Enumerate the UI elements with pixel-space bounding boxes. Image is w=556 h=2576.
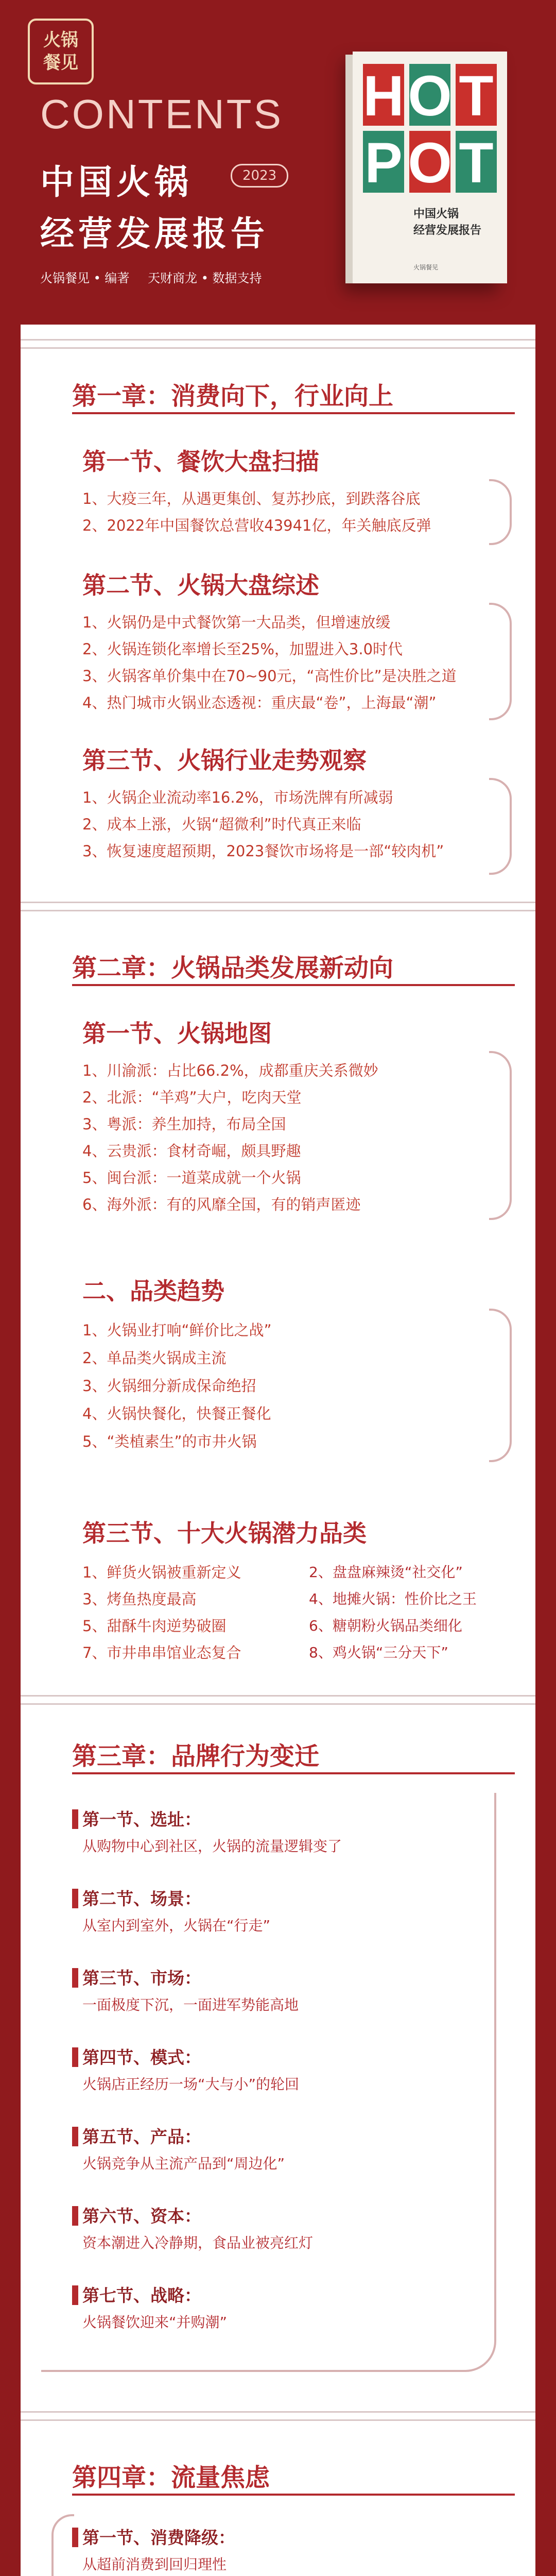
ch1-s2-item-4: 4、热门城市火锅业态透视：重庆最“卷”，上海最“潮” xyxy=(82,694,437,711)
divider xyxy=(21,2411,535,2413)
ch3-section-1-desc: 从购物中心到社区，火锅的流量逻辑变了 xyxy=(82,1838,342,1855)
ch1-s2-item-3: 3、火锅客单价集中在70~90元，“高性价比”是决胜之道 xyxy=(82,667,457,685)
table-of-contents-card xyxy=(21,325,535,2576)
ch3-section-5-title: 第五节、产品： xyxy=(82,2127,201,2147)
chapter-divider xyxy=(72,984,515,986)
ch3-section-4-title: 第四节、模式： xyxy=(82,2047,201,2067)
ch4-section-1-title: 第一节、消费降级： xyxy=(82,2528,235,2548)
book-letter-2: O xyxy=(408,64,452,128)
ch2-s3-right-3: 6、糖朝粉火锅品类细化 xyxy=(309,1617,462,1634)
decorative-bracket xyxy=(489,778,512,875)
chapter-3-title: 第三章：品牌行为变迁 xyxy=(72,1742,320,1771)
chapter-2-title: 第二章：火锅品类发展新动向 xyxy=(72,954,394,982)
ch1-section-1-title: 第一节、餐饮大盘扫描 xyxy=(82,448,319,476)
book-title xyxy=(413,206,481,239)
contents-heading: CONTENTS xyxy=(40,91,283,137)
divider xyxy=(21,902,535,903)
ch3-section-3-title: 第三节、市场： xyxy=(82,1968,201,1988)
section-marker xyxy=(72,1968,78,1988)
ch2-s3-right-4: 8、鸡火锅“三分天下” xyxy=(309,1644,448,1661)
ch2-s2-item-3: 3、火锅细分新成保命绝招 xyxy=(82,1377,256,1395)
ch1-s3-item-2: 2、成本上涨，火锅“超微利”时代真正来临 xyxy=(82,816,361,833)
book-title-line-1: 中国火锅 xyxy=(413,208,459,221)
ch2-s3-left-2: 3、烤鱼热度最高 xyxy=(82,1590,197,1608)
decorative-bracket xyxy=(489,479,512,545)
ch3-section-7-desc: 火锅餐饮迎来“并购潮” xyxy=(82,2314,228,2331)
divider xyxy=(21,1703,535,1705)
section-marker xyxy=(72,1809,78,1829)
ch2-s1-item-2: 2、北派：“羊鸡”大户，吃肉天堂 xyxy=(82,1089,302,1106)
title-line-1: 中国火锅 xyxy=(40,162,193,202)
ch2-s1-item-1: 1、川渝派：占比66.2%，成都重庆关系微妙 xyxy=(82,1062,378,1079)
chapter-4-title: 第四章：流量焦虑 xyxy=(72,2463,270,2492)
ch2-s1-item-6: 6、海外派：有的风靡全国，有的销声匿迹 xyxy=(82,1196,361,1213)
title-line-2: 经营发展报告 xyxy=(40,214,269,253)
chapter-divider xyxy=(72,1772,515,1774)
decorative-bracket xyxy=(51,2514,74,2576)
ch3-section-2-desc: 从室内到室外，火锅在“行走” xyxy=(82,1917,271,1934)
ch3-section-3-desc: 一面极度下沉，一面进军势能高地 xyxy=(82,1996,299,2013)
book-spine xyxy=(345,55,353,283)
divider xyxy=(21,1695,535,1697)
book-letter-6: T xyxy=(459,131,494,193)
ch2-s2-item-2: 2、单品类火锅成主流 xyxy=(82,1349,227,1367)
ch2-s3-right-2: 4、地摊火锅：性价比之王 xyxy=(309,1590,477,1607)
section-marker xyxy=(72,1889,78,1908)
ch3-section-4-desc: 火锅店正经历一场“大与小”的轮回 xyxy=(82,2076,300,2093)
ch1-s3-item-3: 3、恢复速度超预期，2023餐饮市场将是一部“较肉机” xyxy=(82,842,444,860)
ch2-section-1-title: 第一节、火锅地图 xyxy=(82,1020,272,1047)
ch2-section-2-title: 二、品类趋势 xyxy=(82,1277,224,1305)
ch2-s2-item-5: 5、“类植素生”的市井火锅 xyxy=(82,1433,257,1450)
ch3-section-1-title: 第一节、选址： xyxy=(82,1809,201,1829)
section-marker xyxy=(72,2047,78,2067)
ch3-section-2-title: 第二节、场景： xyxy=(82,1889,201,1909)
logo-line-2: 餐见 xyxy=(43,53,78,73)
book-letter-1: H xyxy=(363,64,404,128)
ch2-s3-left-3: 5、甜酥牛肉逆势破圈 xyxy=(82,1617,227,1635)
header xyxy=(0,0,556,285)
section-marker xyxy=(72,2285,78,2305)
chapter-divider xyxy=(72,2494,515,2496)
ch2-s1-item-5: 5、闽台派：一道菜成就一个火锅 xyxy=(82,1169,301,1187)
divider xyxy=(21,2419,535,2421)
ch1-s1-item-2: 2、2022年中国餐饮总营收43941亿，年关触底反弹 xyxy=(82,517,431,534)
ch1-s2-item-1: 1、火锅仍是中式餐饮第一大品类，但增速放缓 xyxy=(82,614,391,631)
ch2-s2-item-4: 4、火锅快餐化，快餐正餐化 xyxy=(82,1405,271,1422)
byline-data: 天财商龙 • 数据支持 xyxy=(148,271,262,285)
chapter-divider xyxy=(72,412,515,414)
ch2-section-3-title: 第三节、十大火锅潜力品类 xyxy=(82,1519,367,1547)
year-badge: 2023 xyxy=(231,164,288,188)
divider xyxy=(21,347,535,349)
book-letter-3: T xyxy=(459,64,494,128)
ch2-s1-item-4: 4、云贵派：食材奇崛，颇具野趣 xyxy=(82,1142,301,1160)
book-letter-5: O xyxy=(408,131,452,193)
ch2-s2-item-1: 1、火锅业打响“鲜价比之战” xyxy=(82,1321,272,1339)
brand-logo xyxy=(28,19,94,84)
byline xyxy=(40,268,276,286)
divider xyxy=(21,339,535,341)
section-marker xyxy=(72,2206,78,2226)
decorative-bracket xyxy=(489,1051,512,1220)
ch3-section-7-title: 第七节、战略： xyxy=(82,2285,201,2306)
book-cover-image xyxy=(353,52,507,283)
divider xyxy=(21,910,535,911)
decorative-bracket xyxy=(489,603,512,720)
chapter-1-title: 第一章：消费向下，行业向上 xyxy=(72,382,394,411)
ch2-s1-item-3: 3、粤派：养生加持，布局全国 xyxy=(82,1115,286,1133)
ch3-section-6-desc: 资本潮进入冷静期，食品业被亮红灯 xyxy=(82,2234,314,2251)
ch4-section-1-desc: 从超前消费到回归理性 xyxy=(82,2556,227,2573)
ch2-s3-left-4: 7、市井串串馆业态复合 xyxy=(82,1644,241,1662)
ch2-s3-right-1: 2、盘盘麻辣烫“社交化” xyxy=(309,1564,463,1581)
ch1-s2-item-2: 2、火锅连锁化率增长至25%，加盟进入3.0时代 xyxy=(82,640,403,658)
book-foot: 火锅餐见 xyxy=(413,264,439,271)
ch3-section-6-title: 第六节、资本： xyxy=(82,2206,201,2226)
book-title-line-2: 经营发展报告 xyxy=(413,224,482,237)
ch2-s3-left-1: 1、鲜货火锅被重新定义 xyxy=(82,1564,241,1581)
ch3-section-5-desc: 火锅竞争从主流产品到“周边化” xyxy=(82,2155,285,2172)
ch1-section-2-title: 第二节、火锅大盘综述 xyxy=(82,571,319,599)
section-marker xyxy=(72,2528,78,2547)
book-letter-4: P xyxy=(364,131,403,193)
ch1-section-3-title: 第三节、火锅行业走势观察 xyxy=(82,747,367,774)
byline-author: 火锅餐见 • 编著 xyxy=(40,271,130,285)
hotpot-letters-graphic xyxy=(363,64,497,193)
ch1-s1-item-1: 1、大疫三年，从遇更集创、复苏抄底，到跌落谷底 xyxy=(82,490,421,507)
ch1-s3-item-1: 1、火锅企业流动率16.2%，市场洗牌有所减弱 xyxy=(82,789,393,806)
decorative-bracket xyxy=(489,1309,512,1462)
logo-line-1: 火锅 xyxy=(43,30,78,50)
section-marker xyxy=(72,2127,78,2146)
